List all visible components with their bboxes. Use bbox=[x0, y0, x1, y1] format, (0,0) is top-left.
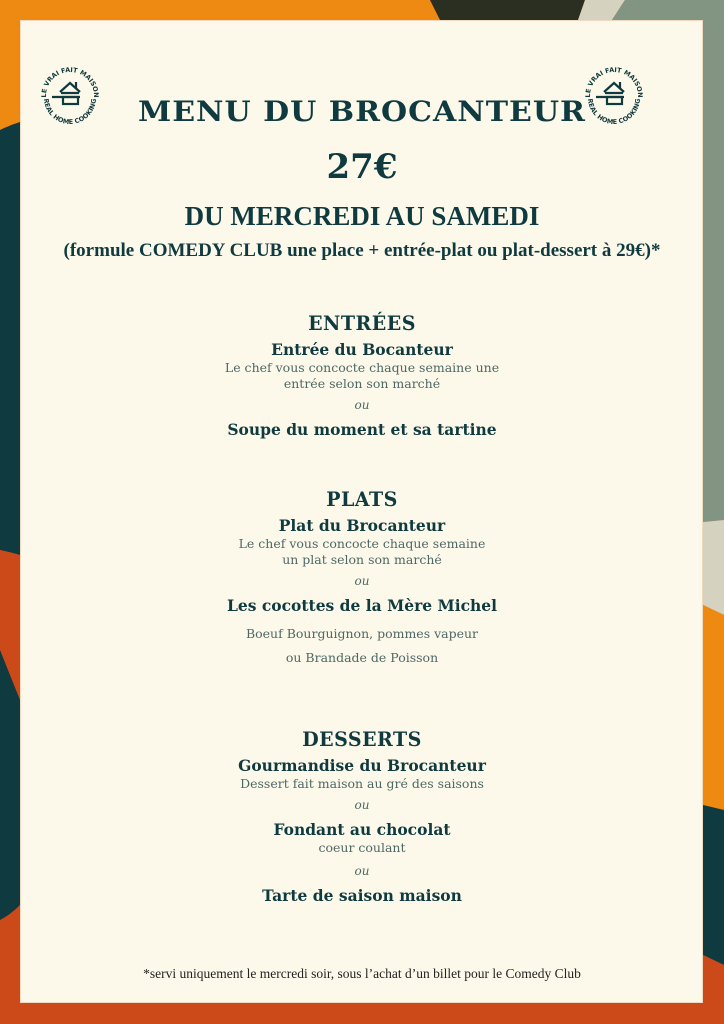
logo-top-text: LE VRAI FAIT MAISON bbox=[583, 65, 645, 98]
logo-bottom-text: REAL HOME COOKING bbox=[585, 98, 643, 127]
dish-description: Dessert fait maison au gré des saisons bbox=[240, 776, 484, 791]
logo-bottom-text: REAL HOME COOKING bbox=[41, 98, 99, 127]
dish-name: Soupe du moment et sa tartine bbox=[227, 420, 497, 439]
or-separator: ou bbox=[354, 798, 370, 812]
menu-price: 27€ bbox=[326, 147, 398, 187]
menu-days: DU MERCREDI AU SAMEDI bbox=[184, 201, 540, 231]
dish-description: ou Brandade de Poisson bbox=[285, 650, 439, 665]
section-desserts bbox=[0, 726, 724, 906]
dish-name: Entrée du Bocanteur bbox=[271, 340, 453, 359]
dish-name: Plat du Brocanteur bbox=[278, 516, 446, 535]
footnote: *servi uniquement le mercredi soir, sous l’achat d’un billet pour le Comedy Club bbox=[143, 966, 581, 981]
or-separator: ou bbox=[354, 398, 370, 412]
menu-title: MENU DU BROCANTEUR bbox=[137, 96, 586, 129]
dish-description: Le chef vous concocte chaque semaine bbox=[238, 536, 486, 551]
dish-name: Tarte de saison maison bbox=[262, 886, 462, 905]
section-heading: PLATS bbox=[326, 487, 398, 511]
dish-name: Gourmandise du Brocanteur bbox=[238, 756, 486, 775]
section-entrees bbox=[0, 310, 724, 440]
section-plats bbox=[0, 486, 724, 670]
dish-description: Le chef vous concocte chaque semaine une bbox=[224, 360, 500, 375]
dish-description: coeur coulant bbox=[318, 840, 406, 855]
section-heading: ENTRÉES bbox=[308, 311, 416, 335]
section-heading: DESSERTS bbox=[302, 727, 422, 751]
dish-description: entrée selon son marché bbox=[283, 376, 441, 391]
dish-name: Les cocottes de la Mère Michel bbox=[226, 596, 498, 615]
or-separator: ou bbox=[354, 574, 370, 588]
logo-top-text: LE VRAI FAIT MAISON bbox=[39, 65, 101, 98]
or-separator: ou bbox=[354, 864, 370, 878]
formule-note: (formule COMEDY CLUB une place + entrée-plat ou plat-dessert à 29€)* bbox=[63, 240, 661, 261]
dish-description: Boeuf Bourguignon, pommes vapeur bbox=[245, 626, 479, 641]
dish-description: un plat selon son marché bbox=[282, 552, 442, 567]
dish-name: Fondant au chocolat bbox=[273, 820, 451, 839]
